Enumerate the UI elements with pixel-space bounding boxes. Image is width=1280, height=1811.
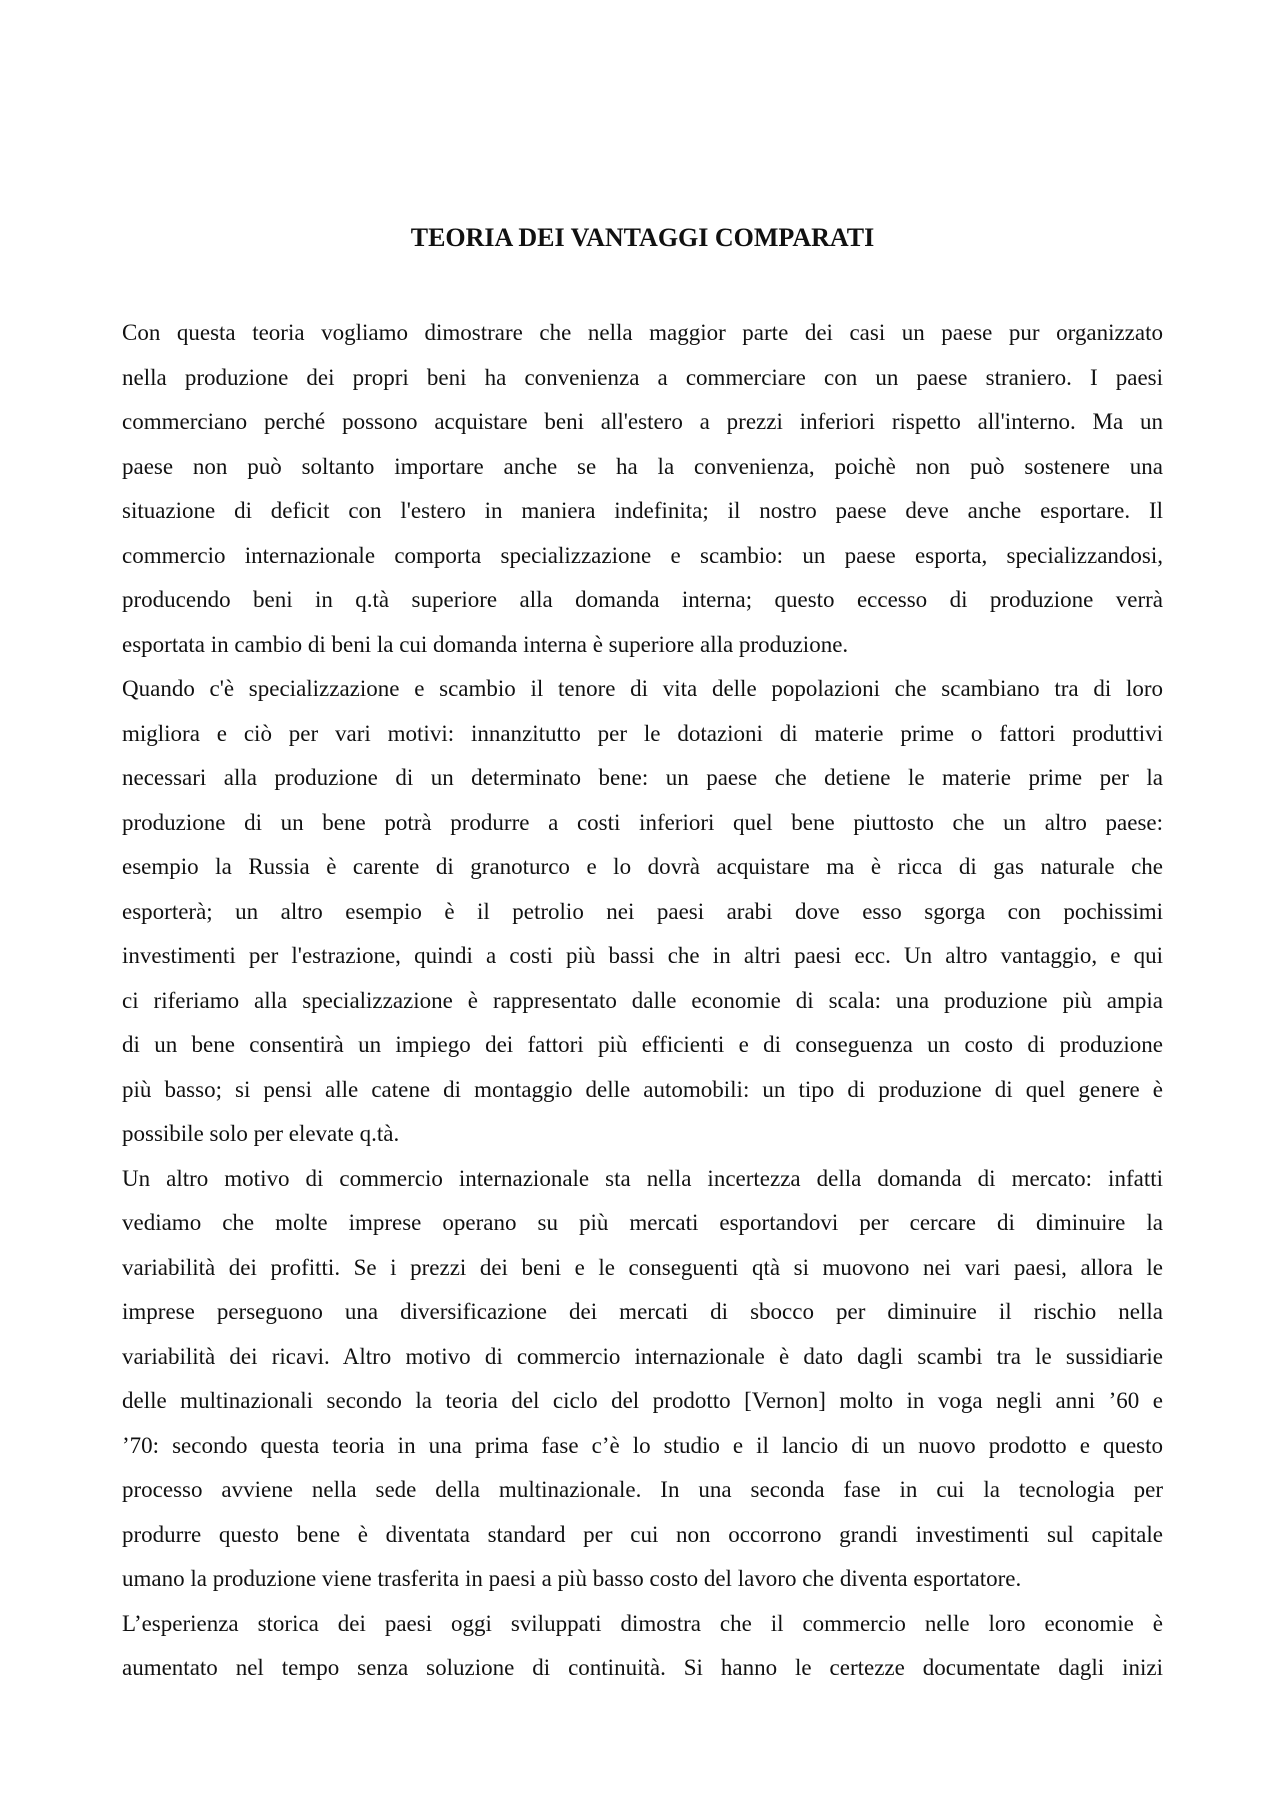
text-line: Un altro motivo di commercio internazionale sta nella incertezza della domanda di mercato: infatti <box>122 1165 1163 1191</box>
document-body <box>122 311 1163 1691</box>
text-line: variabilità dei ricavi. Altro motivo di commercio internazionale è dato dagli scambi tra le sussidiarie <box>122 1343 1163 1369</box>
text-line: vediamo che molte imprese operano su più mercati esportandovi per cercare di diminuire la <box>122 1210 1163 1235</box>
text-line: esempio la Russia è carente di granoturco e lo dovrà acquistare ma è ricca di gas naturale che <box>122 854 1163 879</box>
text-line: variabilità dei profitti. Se i prezzi dei beni e le conseguenti qtà si muovono nei vari paesi, allora le <box>122 1254 1163 1280</box>
text-line: ’70: secondo questa teoria in una prima fase c’è lo studio e il lancio di un nuovo prodotto e questo <box>122 1432 1163 1458</box>
text-line: migliora e ciò per vari motivi: innanzitutto per le dotazioni di materie prime o fattori produttivi <box>122 720 1163 746</box>
paragraph-3 <box>122 1157 1163 1602</box>
text-line: produzione di un bene potrà produrre a costi inferiori quel bene piuttosto che un altro paese: <box>122 809 1163 835</box>
text-line: commercio internazionale comporta specializzazione e scambio: un paese esporta, specializzandosi, <box>122 542 1163 568</box>
text-line: commerciano perché possono acquistare beni all'estero a prezzi inferiori rispetto all'interno. Ma un <box>122 409 1163 434</box>
paragraph-2 <box>122 667 1163 1157</box>
text-line: aumentato nel tempo senza soluzione di continuità. Si hanno le certezze documentate dagli inizi <box>122 1655 1163 1680</box>
paragraph-1 <box>122 311 1163 667</box>
text-line: più basso; si pensi alle catene di montaggio delle automobili: un tipo di produzione di quel genere è <box>122 1076 1163 1102</box>
text-line: possibile solo per elevate q.tà. <box>122 1121 400 1146</box>
text-line: di un bene consentirà un impiego dei fattori più efficienti e di conseguenza un costo di produzione <box>122 1032 1163 1057</box>
paragraph-4 <box>122 1602 1163 1691</box>
text-line: umano la produzione viene trasferita in paesi a più basso costo del lavoro che diventa esportatore. <box>122 1566 1022 1591</box>
text-line: necessari alla produzione di un determinato bene: un paese che detiene le materie prime per la <box>122 765 1163 790</box>
text-line: delle multinazionali secondo la teoria del ciclo del prodotto [Vernon] molto in voga negli anni ’60 e <box>122 1388 1163 1413</box>
text-line: ci riferiamo alla specializzazione è rappresentato dalle economie di scala: una produzione più ampia <box>122 987 1163 1013</box>
text-line: produrre questo bene è diventata standard per cui non occorrono grandi investimenti sul capitale <box>122 1521 1163 1547</box>
text-line: producendo beni in q.tà superiore alla domanda interna; questo eccesso di produzione verrà <box>122 587 1163 612</box>
text-line: Con questa teoria vogliamo dimostrare che nella maggior parte dei casi un paese pur organizzato <box>122 320 1163 345</box>
text-line: imprese perseguono una diversificazione dei mercati di sbocco per diminuire il rischio nella <box>122 1299 1163 1324</box>
text-line: nella produzione dei propri beni ha convenienza a commerciare con un paese straniero. I paesi <box>122 364 1163 390</box>
text-line: processo avviene nella sede della multinazionale. In una seconda fase in cui la tecnologia per <box>122 1477 1163 1502</box>
text-line: Quando c'è specializzazione e scambio il tenore di vita delle popolazioni che scambiano tra di loro <box>122 676 1163 701</box>
text-line: esportata in cambio di beni la cui domanda interna è superiore alla produzione. <box>122 631 849 657</box>
text-line: situazione di deficit con l'estero in maniera indefinita; il nostro paese deve anche esportare. Il <box>122 498 1163 523</box>
text-line: investimenti per l'estrazione, quindi a costi più bassi che in altri paesi ecc. Un altro vantaggio, e qui <box>122 943 1163 968</box>
text-line: paese non può soltanto importare anche se ha la convenienza, poichè non può sostenere una <box>122 453 1163 479</box>
document-title: TEORIA DEI VANTAGGI COMPARATI <box>410 223 875 252</box>
text-line: L’esperienza storica dei paesi oggi sviluppati dimostra che il commercio nelle loro economie è <box>122 1610 1163 1636</box>
text-line: esporterà; un altro esempio è il petrolio nei paesi arabi dove esso sgorga con pochissimi <box>122 898 1163 924</box>
